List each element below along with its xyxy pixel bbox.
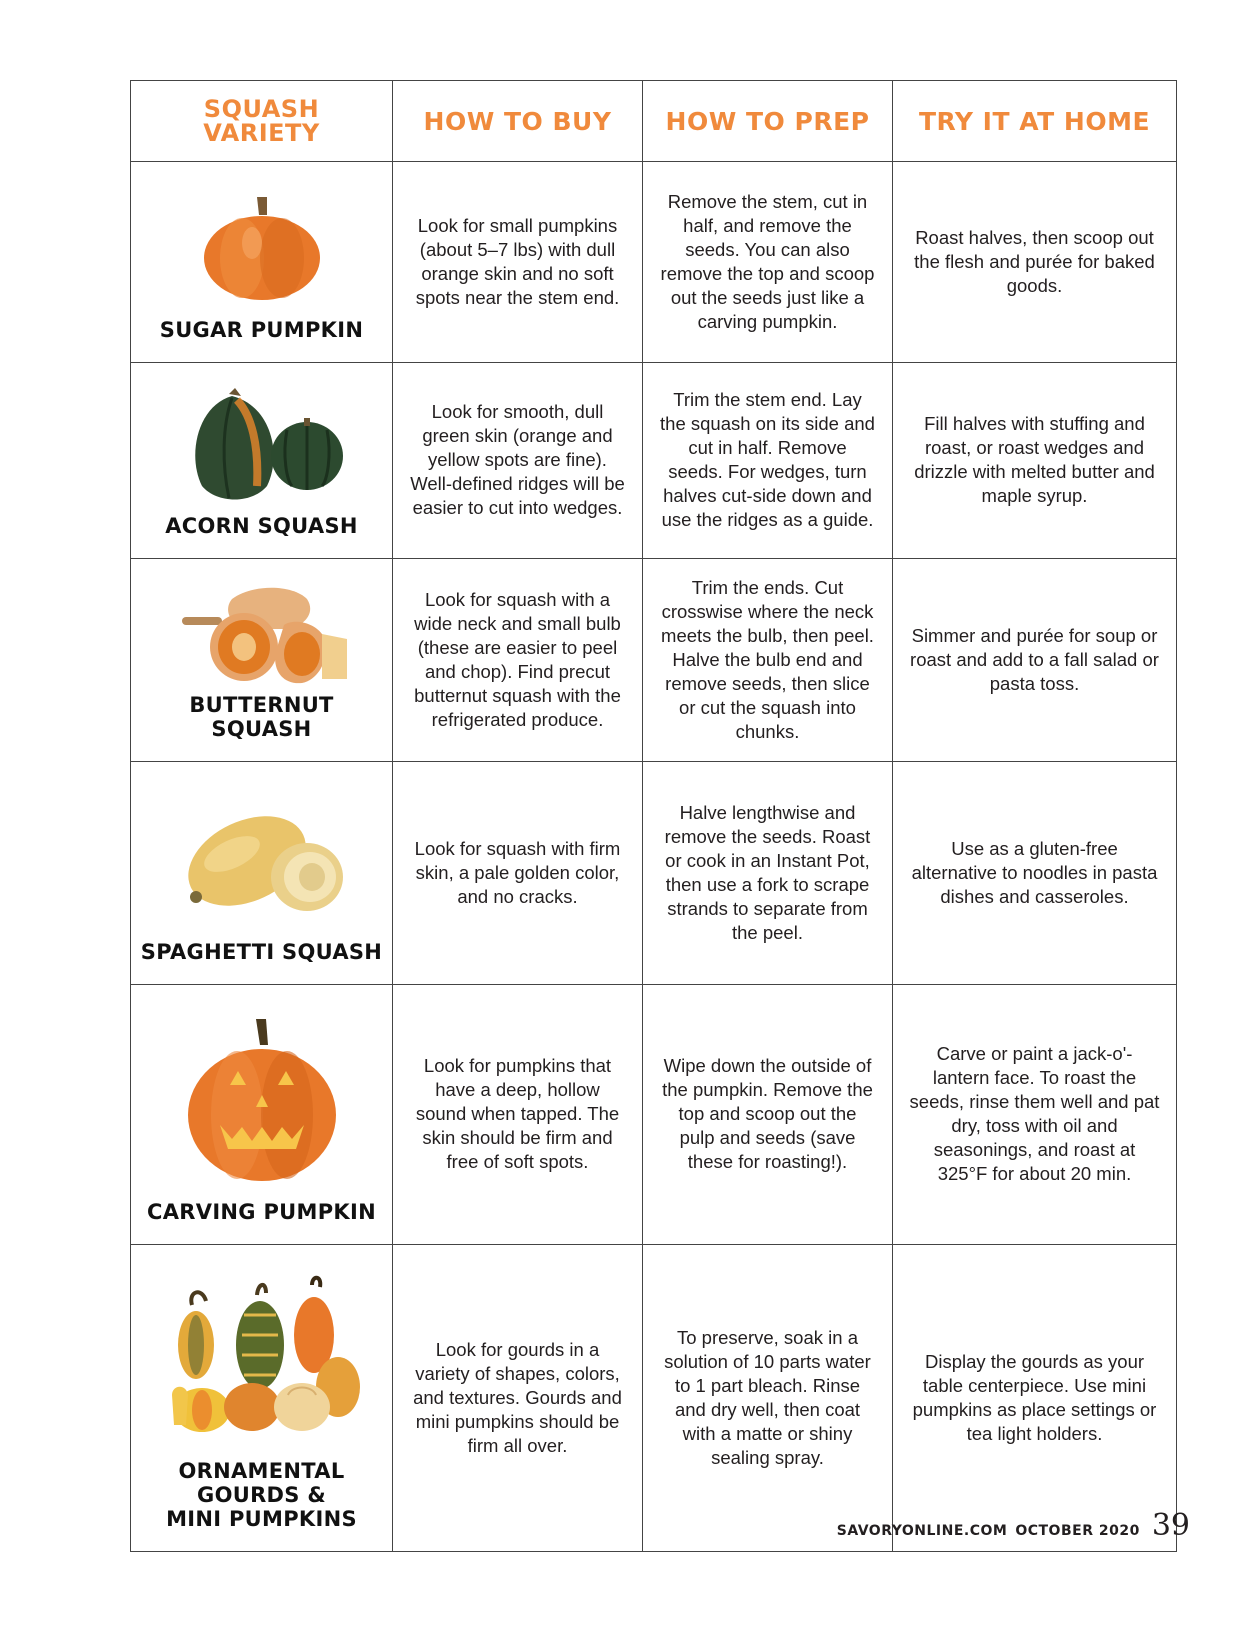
table-row (131, 162, 1177, 363)
table-row (131, 559, 1177, 762)
table-row (131, 1244, 1177, 1551)
variety-cell (131, 1244, 393, 1551)
variety-name-line: GOURDS & (197, 1483, 326, 1507)
butternut-squash-image (172, 579, 352, 689)
carving-pumpkin-image (182, 1015, 342, 1185)
header-how-to-buy: HOW TO BUY (393, 81, 643, 162)
variety-name (160, 318, 363, 342)
variety-name-line: SPAGHETTI SQUASH (140, 939, 383, 964)
table-row (131, 761, 1177, 984)
page-footer (837, 1508, 1190, 1543)
variety-name-line: SQUASH (211, 716, 312, 741)
how-to-prep-cell (643, 559, 893, 762)
sugar-pumpkin-image (197, 193, 327, 303)
variety-name-line: SUGAR PUMPKIN (159, 317, 364, 342)
variety-name-line: ORNAMENTAL (178, 1459, 345, 1483)
header-squash-variety (131, 81, 393, 162)
how-to-prep-cell (643, 162, 893, 363)
variety-name-line: CARVING PUMPKIN (147, 1199, 376, 1224)
header-how-to-prep: HOW TO PREP (643, 81, 893, 162)
try-it-at-home-cell (893, 761, 1177, 984)
how-to-buy-text: Look for smooth, dull green skin (orange and yellow spots are fine). Well-defined ridges will be easier to cut into wedges. (410, 401, 625, 519)
try-it-at-home-cell (893, 162, 1177, 363)
header-variety-line2: VARIETY (203, 119, 320, 147)
table-row (131, 362, 1177, 559)
variety-name-line: BUTTERNUT (189, 692, 334, 717)
how-to-prep-text: Remove the stem, cut in half, and remove the seeds. You can also remove the top and scoop out the seeds just like a carving pumpkin. (660, 190, 875, 332)
how-to-buy-cell (393, 1244, 643, 1551)
try-it-at-home-cell (893, 559, 1177, 762)
table-row (131, 984, 1177, 1244)
try-it-at-home-text: Roast halves, then scoop out the flesh and purée for baked goods. (914, 226, 1155, 296)
how-to-prep-text: To preserve, soak in a solution of 10 parts water to 1 part bleach. Rinse and dry well, then coat with a matte or shiny sealing spray. (664, 1326, 871, 1468)
page-number: 39 (1151, 1508, 1190, 1543)
variety-name (165, 514, 358, 538)
how-to-buy-cell (393, 559, 643, 762)
variety-cell (131, 761, 393, 984)
how-to-prep-text: Wipe down the outside of the pumpkin. Remove the top and scoop out the pulp and seeds (save these for roasting!). (662, 1055, 873, 1173)
variety-cell (131, 362, 393, 559)
how-to-buy-text: Look for squash with a wide neck and small bulb (these are easier to peel and chop). Find precut butternut squash with the refrigerated produce. (414, 588, 621, 730)
how-to-prep-text: Halve lengthwise and remove the seeds. Roast or cook in an Instant Pot, then use a fork to scrape strands to separate from the peel. (664, 801, 871, 943)
variety-cell (131, 559, 393, 762)
table-header-row (131, 81, 1177, 162)
how-to-prep-cell (643, 362, 893, 559)
how-to-buy-text: Look for small pumpkins (about 5–7 lbs) with dull orange skin and no soft spots near the stem end. (415, 214, 620, 308)
variety-name (189, 693, 333, 741)
footer-issue-date: OCTOBER 2020 (1015, 1523, 1140, 1539)
variety-name-line: ACORN SQUASH (165, 514, 358, 539)
variety-name-line: MINI PUMPKINS (166, 1507, 357, 1531)
try-it-at-home-cell (893, 1244, 1177, 1551)
variety-name (147, 1200, 376, 1224)
try-it-at-home-cell (893, 984, 1177, 1244)
how-to-buy-cell (393, 162, 643, 363)
try-it-at-home-text: Display the gourds as your table centerpiece. Use mini pumpkins as place settings or tea light holders. (912, 1350, 1157, 1444)
try-it-at-home-text: Simmer and purée for soup or roast and add to a fall salad or pasta toss. (910, 624, 1159, 694)
header-try-it-at-home: TRY IT AT HOME (893, 81, 1177, 162)
variety-cell (131, 162, 393, 363)
how-to-buy-text: Look for squash with firm skin, a pale golden color, and no cracks. (414, 837, 621, 907)
footer-site-link[interactable]: SAVORYONLINE.COM (836, 1523, 1008, 1539)
how-to-prep-cell (643, 1244, 893, 1551)
try-it-at-home-text: Carve or paint a jack-o'-lantern face. To roast the seeds, rinse them well and pat dry, toss with oil and seasonings, and roast at 325°F for about 20 min. (909, 1043, 1160, 1185)
acorn-squash-image (177, 386, 347, 506)
how-to-buy-cell (393, 362, 643, 559)
ornamental-gourds-image (162, 1275, 362, 1445)
how-to-prep-text: Trim the ends. Cut crosswise where the neck meets the bulb, then peel. Halve the bulb end and remove seeds, then slice or cut the squash into chunks. (661, 576, 874, 742)
how-to-prep-cell (643, 761, 893, 984)
how-to-buy-text: Look for pumpkins that have a deep, hollow sound when tapped. The skin should be firm and free of soft spots. (415, 1055, 620, 1173)
variety-cell (131, 984, 393, 1244)
how-to-buy-text: Look for gourds in a variety of shapes, colors, and textures. Gourds and mini pumpkins should be firm all over. (413, 1338, 622, 1456)
how-to-buy-cell (393, 984, 643, 1244)
try-it-at-home-text: Use as a gluten-free alternative to noodles in pasta dishes and casseroles. (911, 837, 1158, 907)
squash-guide-table (130, 80, 1177, 1552)
variety-name (141, 940, 382, 964)
how-to-prep-text: Trim the stem end. Lay the squash on its side and cut in half. Remove seeds. For wedges, turn halves cut-side down and use the ridges as a guide. (660, 389, 875, 531)
try-it-at-home-cell (893, 362, 1177, 559)
try-it-at-home-text: Fill halves with stuffing and roast, or roast wedges and drizzle with melted butter and maple syrup. (914, 413, 1155, 507)
spaghetti-squash-image (172, 799, 352, 919)
header-variety-line1: SQUASH (203, 95, 320, 123)
variety-name (166, 1459, 357, 1531)
how-to-buy-cell (393, 761, 643, 984)
how-to-prep-cell (643, 984, 893, 1244)
